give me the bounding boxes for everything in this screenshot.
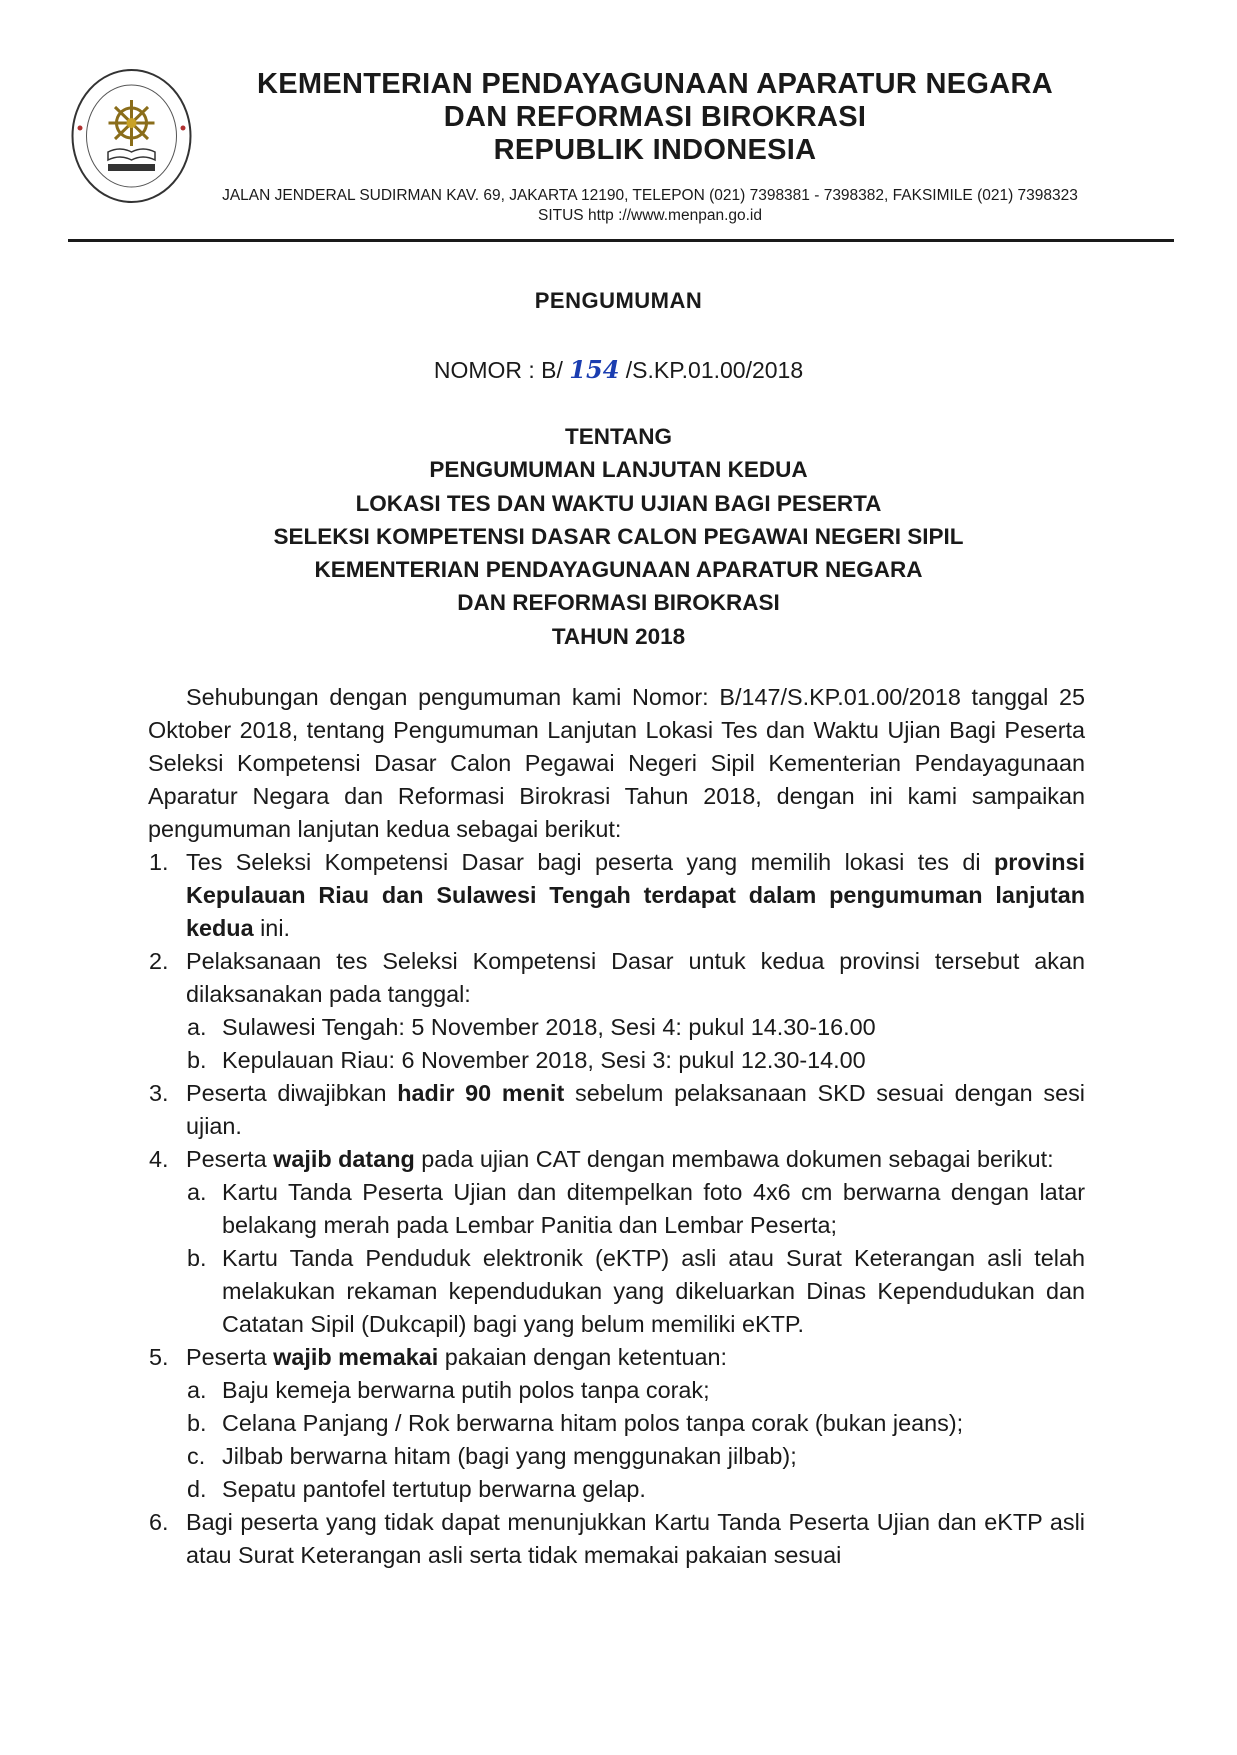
- item-text: sebelum pelaksanaan SKD sesuai dengan sesi ujian.: [186, 1080, 1085, 1139]
- sub-list-item: [187, 1176, 1085, 1242]
- subject-line: KEMENTERIAN PENDAYAGUNAAN APARATUR NEGARA: [314, 557, 923, 583]
- sub-item-text: Celana Panjang / Rok berwarna hitam polos tanpa corak (bukan jeans);: [222, 1410, 964, 1436]
- document-number: [0, 355, 1237, 384]
- document-title: PENGUMUMAN: [534, 288, 703, 313]
- list-number: 1.: [149, 849, 169, 875]
- sub-list-letter: a.: [187, 1377, 207, 1403]
- sub-list-letter: d.: [187, 1476, 207, 1502]
- item-text: Pelaksanaan tes Seleksi Kompetensi Dasar untuk kedua provinsi tersebut akan dilaksanakan pada tanggal:: [186, 948, 1085, 1007]
- ministry-emblem-logo: [70, 68, 193, 204]
- ministry-address: JALAN JENDERAL SUDIRMAN KAV. 69, JAKARTA 12190, TELEPON (021) 7398381 - 7398382, FAKSIMILE (021) 7398323: [222, 187, 1078, 204]
- sub-list-item: [187, 1044, 1085, 1077]
- sub-item-text: Kartu Tanda Peserta Ujian dan ditempelkan foto 4x6 cm berwarna dengan latar belakang merah pada Lembar Panitia dan Lembar Peserta;: [222, 1179, 1085, 1238]
- sub-list-item: [187, 1242, 1085, 1341]
- list-number: 6.: [149, 1509, 169, 1535]
- list-number: 5.: [149, 1344, 169, 1370]
- list-number: 4.: [149, 1146, 169, 1172]
- ministry-name-line3: REPUBLIK INDONESIA: [493, 134, 817, 166]
- ministry-website: SITUS http ://www.menpan.go.id: [538, 207, 762, 224]
- sub-item-text: Kartu Tanda Penduduk elektronik (eKTP) asli atau Surat Keterangan asli telah melakukan rekaman kependudukan yang dikeluarkan Dinas Kependudukan dan Catatan Sipil (Dukcapil) bagi yang belum memiliki eKTP.: [222, 1245, 1085, 1337]
- sub-list-letter: b.: [187, 1410, 207, 1436]
- item-bold-text: hadir 90 menit: [397, 1080, 565, 1106]
- subject-line: LOKASI TES DAN WAKTU UJIAN BAGI PESERTA: [355, 490, 882, 516]
- document-number-prefix: NOMOR : B/: [433, 357, 563, 383]
- sub-item-text: Sulawesi Tengah: 5 November 2018, Sesi 4: pukul 14.30-16.00: [222, 1014, 876, 1040]
- sub-list-letter: b.: [187, 1047, 207, 1073]
- subject-line: SELEKSI KOMPETENSI DASAR CALON PEGAWAI NEGERI SIPIL: [273, 523, 964, 549]
- letterhead-divider: [68, 239, 1174, 242]
- item-bold-text: wajib datang: [273, 1146, 415, 1172]
- list-item: [149, 1506, 1085, 1572]
- sub-list-item: [187, 1407, 1085, 1440]
- list-item: [149, 846, 1085, 945]
- subject-line: TAHUN 2018: [551, 623, 686, 649]
- item-text: Tes Seleksi Kompetensi Dasar bagi peserta yang memilih lokasi tes di: [186, 849, 995, 875]
- item-text: ini.: [253, 915, 291, 941]
- document-number-suffix: /S.KP.01.00/2018: [625, 357, 804, 383]
- sub-list-item: [187, 1374, 1085, 1407]
- sub-item-text: Sepatu pantofel tertutup berwarna gelap.: [222, 1476, 646, 1502]
- ministry-name-line2: DAN REFORMASI BIROKRASI: [443, 101, 867, 133]
- item-text: Peserta diwajibkan: [186, 1080, 398, 1106]
- list-item: [149, 1143, 1085, 1176]
- sub-list-letter: a.: [187, 1179, 207, 1205]
- list-number: 3.: [149, 1080, 169, 1106]
- list-item: [149, 945, 1085, 1011]
- sub-item-text: Jilbab berwarna hitam (bagi yang menggunakan jilbab);: [222, 1443, 797, 1469]
- item-text: Peserta: [186, 1344, 274, 1370]
- subject-line: TENTANG: [564, 424, 673, 449]
- list-item: [149, 1077, 1085, 1143]
- sub-item-text: Kepulauan Riau: 6 November 2018, Sesi 3: pukul 12.30-14.00: [222, 1047, 866, 1073]
- item-text: Bagi peserta yang tidak dapat menunjukkan Kartu Tanda Peserta Ujian dan eKTP asli atau Surat Keterangan asli serta tidak memakai pakaian sesuai: [186, 1509, 1085, 1568]
- item-text: pada ujian CAT dengan membawa dokumen sebagai berikut:: [414, 1146, 1054, 1172]
- sub-list-item: [187, 1011, 1085, 1044]
- item-text: pakaian dengan ketentuan:: [438, 1344, 727, 1370]
- sub-list-letter: a.: [187, 1014, 207, 1040]
- intro-paragraph: Sehubungan dengan pengumuman kami Nomor: B/147/S.KP.01.00/2018 tanggal 25 Oktober 2018, tentang Pengumuman Lanjutan Lokasi Tes dan Waktu Ujian Bagi Peserta Seleksi Kompetensi Dasar Calon Pegawai Negeri Sipil Kementerian Pendayagunaan Aparatur Negara dan Reformasi Birokrasi Tahun 2018, dengan ini kami sampaikan pengumuman lanjutan kedua sebagai berikut:: [148, 684, 1085, 842]
- list-item: [149, 1341, 1085, 1374]
- subject-line: DAN REFORMASI BIROKRASI: [457, 590, 780, 616]
- sub-list-letter: c.: [187, 1443, 206, 1469]
- subject-line: PENGUMUMAN LANJUTAN KEDUA: [429, 457, 808, 483]
- ministry-name-line1: KEMENTERIAN PENDAYAGUNAAN APARATUR NEGARA: [257, 68, 1053, 100]
- sub-list-item: [187, 1440, 1085, 1473]
- announcement-body: [0, 681, 1237, 1572]
- sub-list-item: [187, 1473, 1085, 1506]
- sub-item-text: Baju kemeja berwarna putih polos tanpa corak;: [222, 1377, 710, 1403]
- item-text: Peserta: [186, 1146, 274, 1172]
- item-bold-text: provinsi Kepulauan Riau dan Sulawesi Tengah terdapat dalam pengumuman lanjutan kedua: [186, 849, 1085, 941]
- list-number: 2.: [149, 948, 169, 974]
- document-subject: [0, 420, 1237, 653]
- sub-list-letter: b.: [187, 1245, 207, 1271]
- handwritten-number: 154: [569, 355, 620, 384]
- item-bold-text: wajib memakai: [273, 1344, 439, 1370]
